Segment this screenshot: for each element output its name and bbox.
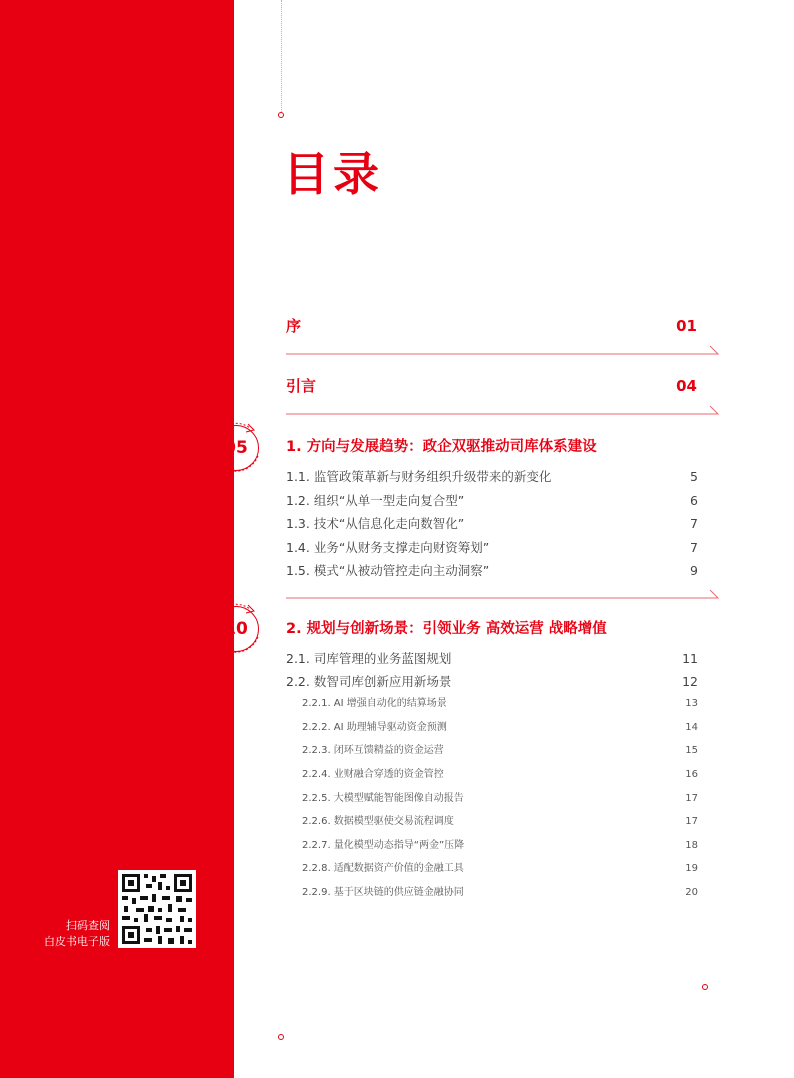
toc-item-page: 11 — [682, 651, 698, 666]
toc-subitem[interactable] — [302, 697, 698, 711]
toc-subitem[interactable] — [302, 721, 698, 735]
toc-subitem-page: 18 — [685, 840, 698, 851]
toc-subitem-label: 2.2.9. 基于区块链的供应链金融协同 — [302, 887, 464, 898]
section-2-title[interactable]: 2. 规划与创新场景：引领业务 高效运营 战略增值 — [286, 621, 607, 637]
toc-item[interactable] — [286, 650, 698, 668]
toc-subitem[interactable] — [302, 792, 698, 806]
toc-subitem[interactable] — [302, 768, 698, 782]
toc-subitem-label: 2.2.4. 业财融合穿透的资金管控 — [302, 769, 444, 780]
circle-marker — [278, 112, 284, 118]
toc-subitem-label: 2.2.3. 闭环互馈精益的资金运营 — [302, 745, 444, 756]
toc-item[interactable] — [286, 468, 698, 486]
toc-entry-introduction[interactable]: 引言 — [286, 377, 317, 395]
divider-rule — [286, 344, 720, 358]
toc-subitem-label: 2.2.1. AI 增强自动化的结算场景 — [302, 698, 447, 709]
toc-item[interactable] — [286, 673, 698, 691]
toc-entry-preface[interactable]: 序 — [286, 317, 302, 335]
toc-subitem-label: 2.2.2. AI 助理辅导驱动资金预测 — [302, 722, 447, 733]
toc-item-page: 9 — [690, 563, 698, 578]
section-1-title[interactable]: 1. 方向与发展趋势：政企双驱推动司库体系建设 — [286, 439, 597, 455]
toc-item-page: 7 — [690, 540, 698, 555]
toc-subitem[interactable] — [302, 839, 698, 853]
page-title: 目录 — [283, 147, 383, 201]
qr-code[interactable] — [118, 870, 196, 948]
circle-marker — [702, 984, 708, 990]
toc-subitem-label: 2.2.7. 量化模型动态指导“两金”压降 — [302, 840, 465, 851]
toc-item[interactable] — [286, 492, 698, 510]
divider-rule — [286, 588, 720, 602]
toc-subitem[interactable] — [302, 815, 698, 829]
toc-item-page: 7 — [690, 516, 698, 531]
divider-rule — [286, 404, 720, 418]
toc-item-label: 1.4. 业务“从财务支撑走向财资筹划” — [286, 540, 490, 555]
toc-subitem-page: 19 — [685, 863, 698, 874]
circle-marker — [278, 1034, 284, 1040]
qr-caption-line-1: 扫码查阅 — [66, 919, 110, 932]
toc-subitem-page: 17 — [685, 793, 698, 804]
toc-subitem[interactable] — [302, 862, 698, 876]
toc-item-page: 6 — [690, 493, 698, 508]
red-sidebar — [0, 0, 234, 1078]
toc-subitem-label: 2.2.6. 数据模型驱使交易流程调度 — [302, 816, 454, 827]
toc-subitem-page: 15 — [685, 745, 698, 756]
dotted-guide-line — [281, 0, 282, 112]
toc-subitem-label: 2.2.8. 适配数据资产价值的金融工具 — [302, 863, 464, 874]
toc-item-label: 2.2. 数智司库创新应用新场景 — [286, 674, 452, 689]
toc-subitem-page: 17 — [685, 816, 698, 827]
qr-caption-line-2: 白皮书电子版 — [44, 935, 110, 948]
toc-item-page: 12 — [682, 674, 698, 689]
section-badge-05: 05 — [213, 425, 259, 471]
toc-item-label: 1.1. 监管政策革新与财务组织升级带来的新变化 — [286, 469, 552, 484]
toc-page-introduction: 04 — [676, 377, 697, 395]
toc-item-label: 1.5. 模式“从被动管控走向主动洞察” — [286, 563, 490, 578]
toc-subitem-page: 20 — [685, 887, 698, 898]
qr-caption — [20, 918, 110, 950]
toc-item-page: 5 — [690, 469, 698, 484]
toc-item-label: 1.3. 技术“从信息化走向数智化” — [286, 516, 465, 531]
toc-subitem-page: 16 — [685, 769, 698, 780]
toc-subitem-label: 2.2.5. 大模型赋能智能图像自动报告 — [302, 793, 464, 804]
toc-page-preface: 01 — [676, 317, 697, 335]
toc-subitem-page: 14 — [685, 722, 698, 733]
toc-item-label: 2.1. 司库管理的业务蓝图规划 — [286, 651, 452, 666]
toc-item[interactable] — [286, 539, 698, 557]
toc-item[interactable] — [286, 515, 698, 533]
toc-subitem[interactable] — [302, 886, 698, 900]
toc-subitem-page: 13 — [685, 698, 698, 709]
section-badge-10: 10 — [213, 606, 259, 652]
toc-subitem[interactable] — [302, 744, 698, 758]
toc-item-label: 1.2. 组织“从单一型走向复合型” — [286, 493, 465, 508]
toc-item[interactable] — [286, 562, 698, 580]
